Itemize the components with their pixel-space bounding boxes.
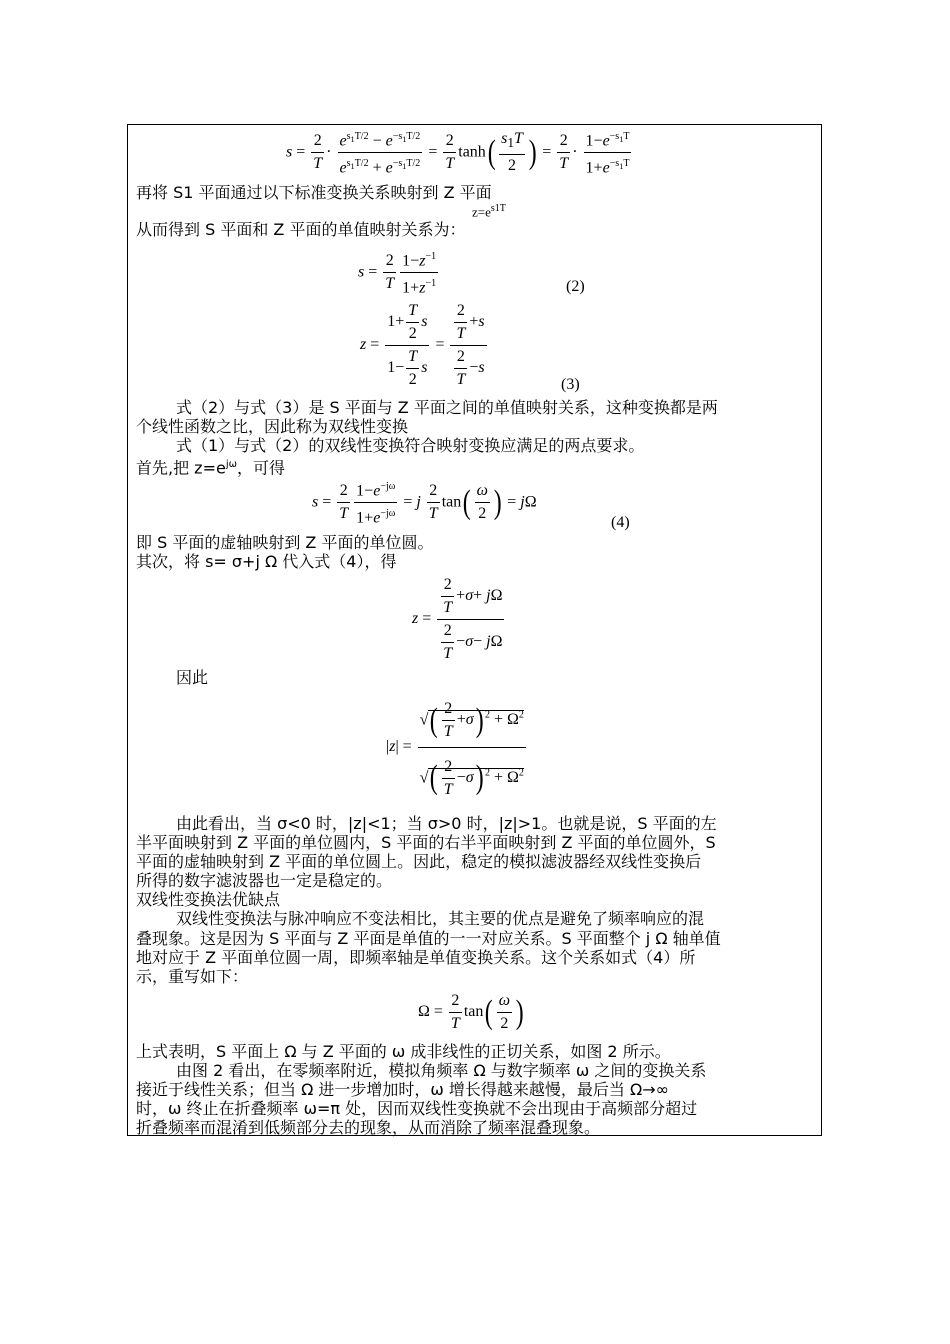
equation-number: (3): [561, 376, 580, 393]
equation-s-bilinear: s = $\frac{2}{T}$ $\frac{1-z^{-1}}{1+z^{-1}}$: [358, 246, 440, 300]
equation-omega-tan: Ω = $\frac{2}{T}$ tan( $\frac{\omega}{2}$ ): [418, 992, 524, 1032]
equation-number: (4): [611, 514, 630, 531]
text-line: 其次，将 s= σ+j Ω 代入式（4），得: [136, 552, 397, 571]
text-line: 时，ω 终止在折叠频率 ω=π 处，因而双线性变换就不会出现由于高频部分超过: [136, 1099, 698, 1118]
text-line: 双线性变换法与脉冲响应不变法相比，其主要的优点是避免了频率响应的混: [176, 909, 705, 928]
text-line: 叠现象。这是因为 S 平面与 Z 平面是单值的一一对应关系。S 平面整个 j Ω 轴单值: [136, 929, 721, 948]
text-line: 示，重写如下：: [136, 967, 249, 986]
text-line: 即 S 平面的虚轴映射到 Z 平面的单位圆。: [136, 533, 434, 552]
equation-s-tan: s = $\frac{2}{T}$ $\frac{1-e^{-j\omega}}{1+e^{-j\omega}}$ = j $\frac{2}{T}$ tan( $\frac{\omega}{2}$ ) = jΩ: [312, 476, 537, 530]
text-line: 由图 2 看出，在零频率附近，模拟角频率 Ω 与数字频率 ω 之间的变换关系: [176, 1061, 707, 1080]
equation-number: (2): [566, 278, 585, 295]
text-line: 个线性函数之比，因此称为双线性变换: [136, 417, 409, 436]
text-line: 地对应于 Z 平面单位圆一周，即频率轴是单值变换关系。这个关系如式（4）所: [136, 948, 696, 967]
text-line: 半平面映射到 Z 平面的单位圆内，S 平面的右半平面映射到 Z 平面的单位圆外，S: [136, 833, 716, 852]
text-line: 接近于线性关系；但当 Ω 进一步增加时，ω 增长得越来越慢，最后当 Ω→∞: [136, 1080, 669, 1099]
equation-s-tanh: s = $\frac{2}{T}$ · $\frac{e^{s_1T/2} - e^{-s_1T/2}}{e^{s_1T/2} + e^{-s_1T/2}}$ = $\frac{2}{T}$ tanh( $\frac{s_1T}{2}$ ) = $\frac{2}{T}$ · $\frac{1-e^{-s_1T}}{1+e^{-s_1T}}$: [286, 126, 633, 180]
text-line: 式（1）与式（2）的双线性变换符合映射变换应满足的两点要求。: [176, 436, 645, 455]
text-line: 由此看出，当 σ<0 时，|z|<1；当 σ>0 时，|z|>1。也就是说，S 平面的左: [176, 814, 717, 833]
equation-abs-z: |z| = √( $\frac{2}{T}$ +σ) $^2 + \Omega^2$ √( $\frac{2}{T}$ −σ) $^2 + \Omega^2$: [386, 690, 528, 804]
text-line: 所得的数字滤波器也一定是稳定的。: [136, 871, 393, 890]
section-heading: 双线性变换法优缺点: [136, 890, 281, 909]
text-line: 首先,把 $z=e^{j\omega}$，可得: [136, 458, 285, 478]
text-line: 式（2）与式（3）是 S 平面与 Z 平面之间的单值映射关系，这种变换都是两: [176, 398, 718, 417]
text-line: 因此: [176, 668, 209, 687]
equation-z-sigma: z = $\frac{2}{T}$ +σ+ jΩ $\frac{2}{T}$ −σ− jΩ: [412, 576, 503, 662]
text-line: 折叠频率而混淆到低频部分去的现象，从而消除了频率混叠现象。: [136, 1118, 601, 1137]
text-line: 再将 S1 平面通过以下标准变换关系映射到 Z 平面: [136, 183, 492, 202]
equation-z-exp: $z=e^{s1T}$: [472, 203, 506, 220]
text-line: 上式表明，S 平面上 Ω 与 Z 平面的 ω 成非线性的正切关系，如图 2 所示。: [136, 1042, 671, 1061]
text-line: 平面的虚轴映射到 Z 平面的单位圆上。因此，稳定的模拟滤波器经双线性变换后: [136, 852, 702, 871]
text-line: 从而得到 S 平面和 Z 平面的单值映射关系为：: [136, 220, 466, 239]
equation-z-bilinear: z = 1+ $\frac{T}{2}$ s 1− $\frac{T}{2}$ s = $\frac{2}{T}$ +s $\frac{2}{T}$ −s: [360, 302, 485, 388]
